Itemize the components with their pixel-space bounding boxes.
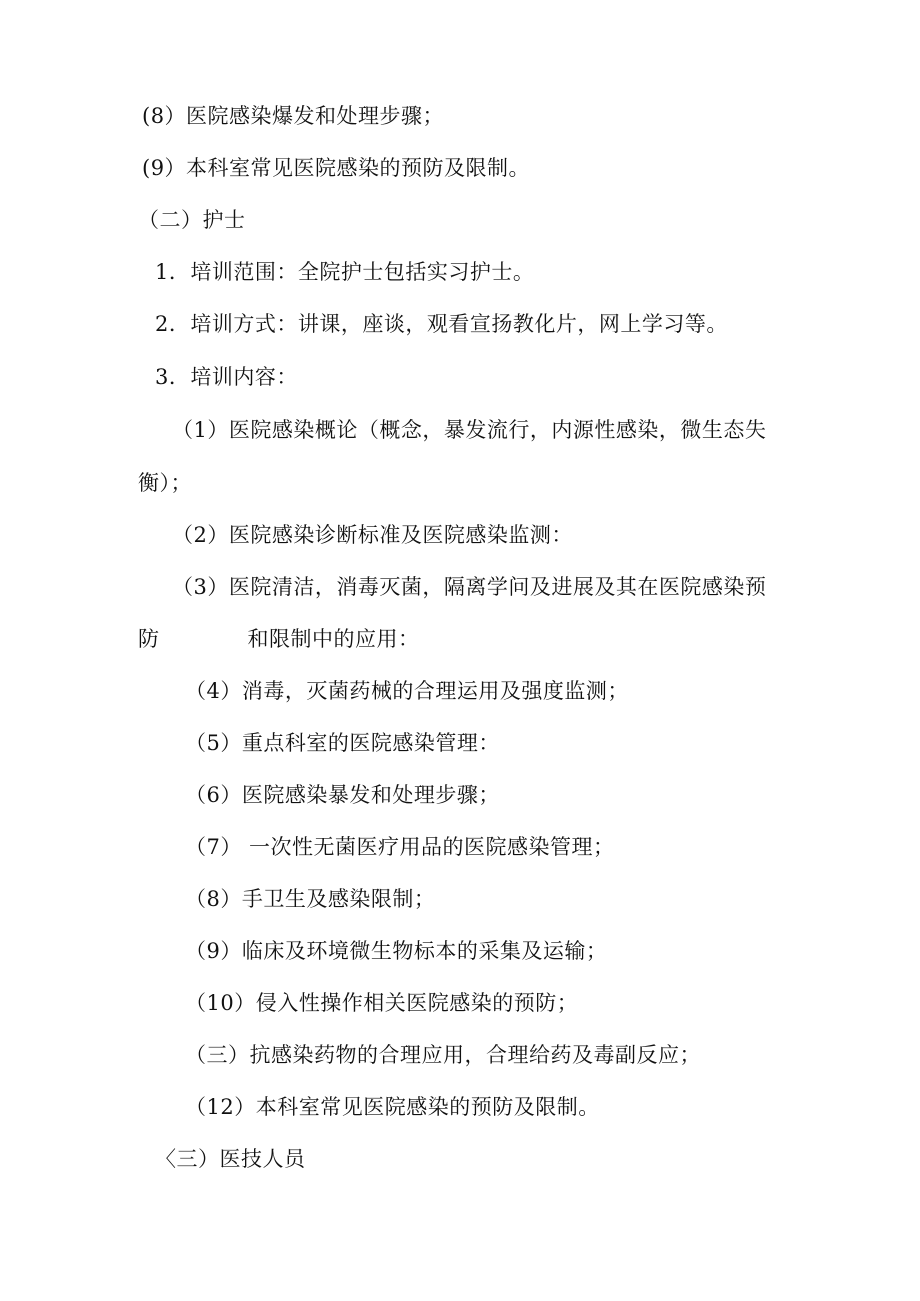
nurse-item-3-line-2 <box>138 624 420 654</box>
nurse-training-method: 2．培训方式：讲课，座谈，观看宣扬教化片，网上学习等。 <box>155 312 728 336</box>
nurse-item-10: （10）侵入性操作相关医院感染的预防； <box>185 991 579 1015</box>
doctor-item-8: (8）医院感染爆发和处理步骤； <box>142 104 445 128</box>
nurse-item-3-line-1: （3）医院清洁，消毒灭菌，隔离学问及进展及其在医院感染预 <box>172 575 767 599</box>
nurse-item-3-line-2-start: 防 <box>138 627 160 651</box>
nurse-item-12: （12）本科室常见医院感染的预防及限制。 <box>185 1095 600 1119</box>
nurse-item-4: （4）消毒，灭菌药械的合理运用及强度监测； <box>185 679 629 703</box>
nurse-training-content-heading: 3．培训内容： <box>155 365 298 389</box>
nurse-training-scope: 1．培训范围：全院护士包括实习护士。 <box>155 260 535 284</box>
nurse-item-11: （三）抗感染药物的合理应用，合理给药及毒副反应； <box>185 1043 701 1067</box>
nurse-item-3-line-2-end: 和限制中的应用： <box>247 627 420 651</box>
nurse-item-5: （5）重点科室的医院感染管理： <box>185 731 500 755</box>
doctor-item-9: (9）本科室常见医院感染的预防及限制。 <box>142 156 531 180</box>
nurse-section-heading: （二）护士 <box>138 208 246 232</box>
nurse-item-6: （6）医院感染暴发和处理步骤； <box>185 783 500 807</box>
nurse-item-9: （9）临床及环境微生物标本的采集及运输； <box>185 939 608 963</box>
tech-section-heading: 〈三）医技人员 <box>155 1147 306 1171</box>
nurse-item-8: （8）手卫生及感染限制； <box>185 887 436 911</box>
nurse-item-1-line-2: 衡）； <box>138 471 192 495</box>
nurse-item-2: （2）医院感染诊断标准及医院感染监测： <box>172 523 573 547</box>
nurse-item-1-line-1: （1）医院感染概论（概念，暴发流行，内源性感染，微生态失 <box>172 418 767 442</box>
nurse-item-7: （7） 一次性无菌医疗用品的医院感染管理； <box>185 835 615 859</box>
